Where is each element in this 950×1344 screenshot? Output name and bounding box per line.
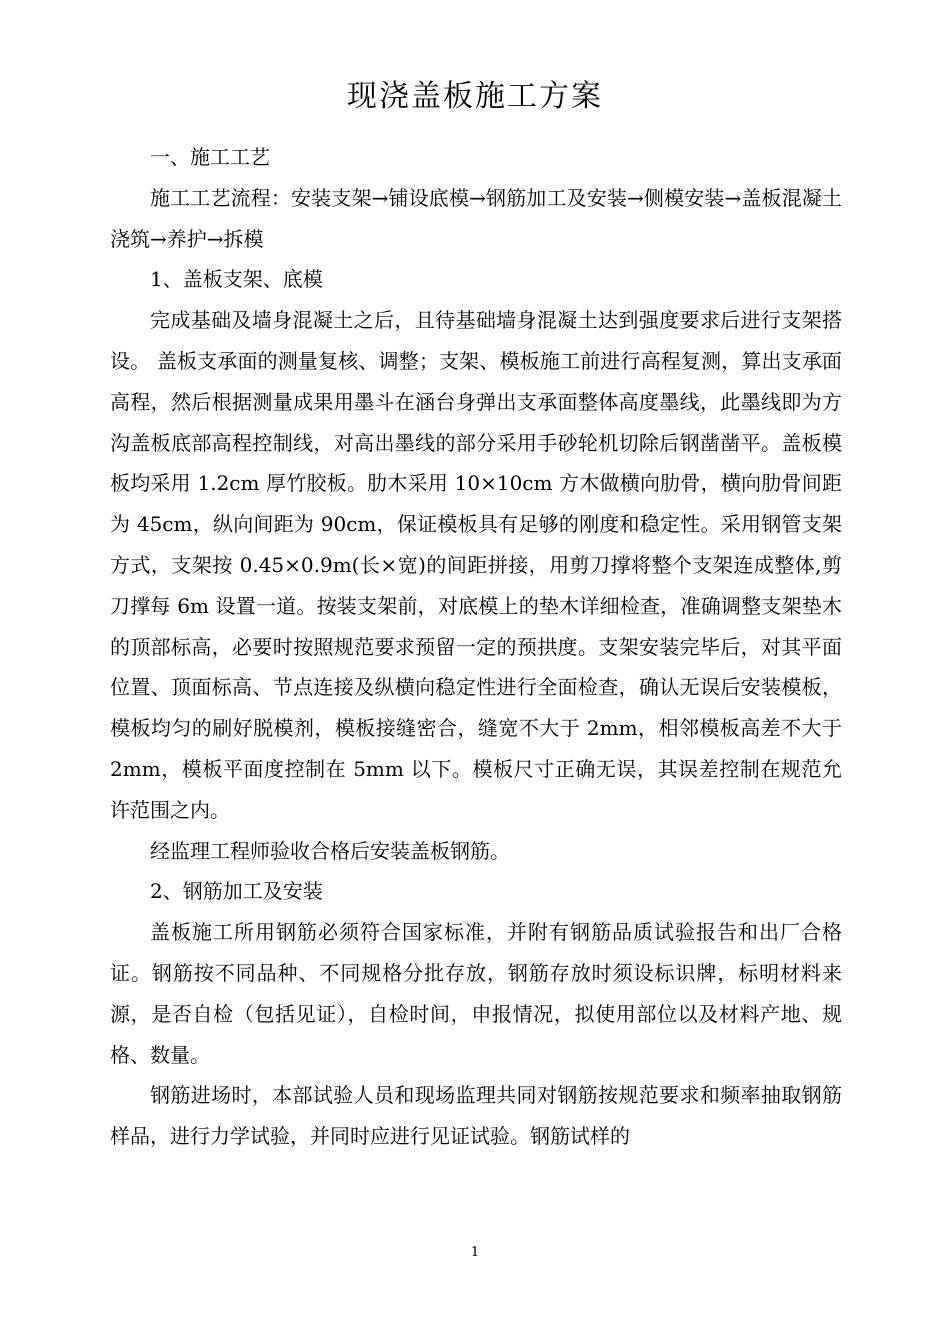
paragraph-process-flow: 施工工艺流程：安装支架→铺设底模→钢筋加工及安装→侧模安装→盖板混凝土浇筑→养护→拆模 xyxy=(110,185,842,251)
paragraph-rebar-testing: 钢筋进场时，本部试验人员和现场监理共同对钢筋按规范要求和频率抽取钢筋样品，进行力学试验，并同时应进行见证试验。钢筋试样的 xyxy=(110,1083,842,1149)
page-number: 1 xyxy=(470,1245,480,1260)
subsection-heading-support-formwork: 1、盖板支架、底模 xyxy=(150,267,323,292)
paragraph-inspection-approval: 经监理工程师验收合格后安装盖板钢筋。 xyxy=(150,838,510,863)
paragraph-rebar-standards: 盖板施工所用钢筋必须符合国家标准，并附有钢筋品质试验报告和出厂合格证。钢筋按不同品种、不同规格分批存放，钢筋存放时须设标识牌，标明材料来源，是否自检（包括见证），自检时间，申报情况，拟使用部位以及材料产地、规格、数量。 xyxy=(110,920,842,1067)
document-title: 现浇盖板施工方案 xyxy=(347,79,603,114)
section-heading-construction-process: 一、施工工艺 xyxy=(150,145,270,169)
document-body xyxy=(110,137,842,1157)
subsection-heading-rebar: 2、钢筋加工及安装 xyxy=(150,879,323,904)
paragraph-support-formwork: 完成基础及墙身混凝土之后，且待基础墙身混凝土达到强度要求后进行支架搭设。 盖板支承面的测量复核、调整；支架、模板施工前进行高程复测，算出支承面高程，然后根据测量成果用墨斗在涵台身弹出支承面整体高度墨线，此墨线即为方沟盖板底部高程控制线，对高出墨线的部分采用手砂轮机切除后钢凿凿平。盖板模板均采用 1.2cm 厚竹胶板。肋木采用 10×10cm 方木做横向肋骨，横向肋骨间距为 45cm，纵向间距为 90cm，保证模板具有足够的刚度和稳定性。采用钢管支架方式，支架按 0.45×0.9m(长×宽)的间距拼接，用剪刀撑将整个支架连成整体,剪刀撑每 6m 设置一道。按装支架前，对底模上的垫木详细检查，准确调整支架垫木的顶部标高，必要时按照规范要求预留一定的预拱度。支架安装完毕后，对其平面位置、顶面标高、节点连接及纵横向稳定性进行全面检查，确认无误后安装模板，模板均匀的刷好脱模剂，模板接缝密合，缝宽不大于 2mm，相邻模板高差不大于 2mm，模板平面度控制在 5mm 以下。模板尺寸正确无误，其误差控制在规范允许范围之内。 xyxy=(110,308,842,822)
